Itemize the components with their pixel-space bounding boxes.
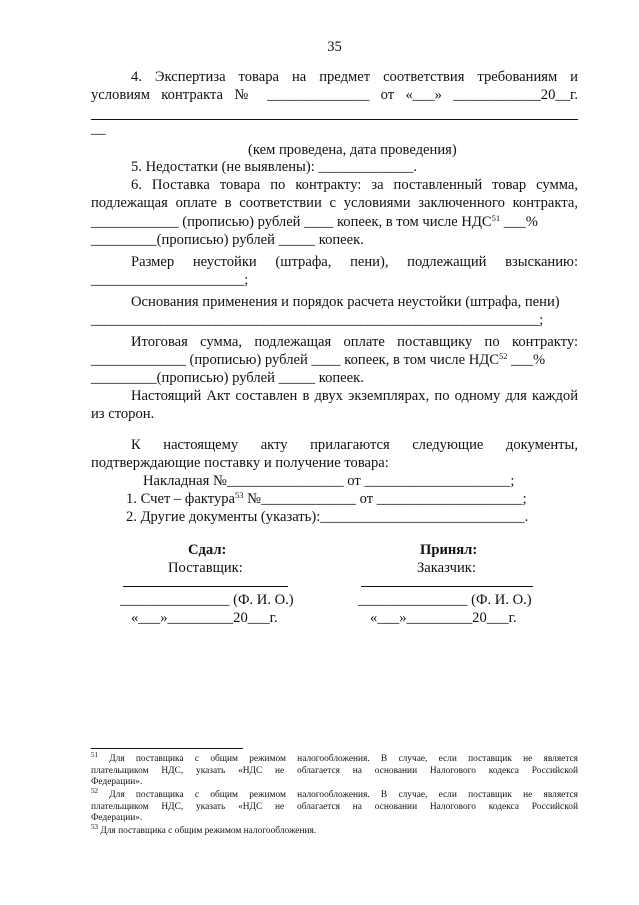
item4-line1: 4. Экспертиза товара на предмет соответствия требованиям и [131, 69, 578, 85]
supplier-fio: _______________ (Ф. И. О.) [120, 592, 294, 608]
footnote-ref-51: 51 [491, 213, 501, 223]
item4-line4: __ [91, 121, 106, 137]
footnote-51-number: 51 [91, 751, 98, 759]
supplier-role: Поставщик: [168, 560, 243, 576]
footnote-52-number: 52 [91, 787, 98, 795]
copies-line2: из сторон. [91, 406, 155, 422]
attach-invoice-text: 1. Счет – фактура [126, 491, 236, 507]
footnote-51-line2: плательщиком НДС, указать «НДС не облагается на основании Налогового кодекса Российской [91, 765, 578, 776]
penalty-line2: _____________________; [91, 272, 249, 288]
supplier-date: «___»_________20___г. [131, 610, 278, 626]
footnote-separator [91, 748, 243, 749]
attach-invoice-number: №_____________ от ____________________; [243, 491, 527, 507]
footnote-53-text: Для поставщика с общим режимом налогообложения. [100, 826, 317, 836]
item6-line4: _________(прописью) рублей _____ копеек. [91, 232, 364, 248]
attach-line1: К настоящему акту прилагаются следующие документы, [131, 437, 578, 453]
total-line2-text: _____________ (прописью) рублей ____ копеек, в том числе НДС [91, 352, 499, 368]
total-line2 [91, 351, 578, 369]
footnote-52-line3: Федерации». [91, 813, 143, 823]
item6-line2: подлежащая оплате в соответствии с условиями заключенного контракта, [91, 195, 578, 211]
footnote-53-line1 [91, 823, 578, 838]
footnote-ref-53: 53 [235, 490, 244, 500]
footnote-51-text: Для поставщика с общим режимом налогообложения. В случае, если поставщик не является [109, 754, 578, 764]
item4-line2: условиям контракта № ______________ от «___» ____________20__г. [91, 87, 578, 103]
item6-line3 [91, 213, 578, 231]
item6-line1: 6. Поставка товара по контракту: за поставленный товар сумма, [131, 177, 578, 193]
footnote-ref-52: 52 [498, 351, 508, 361]
item5-shortcomings: 5. Недостатки (не выявлены): _____________. [131, 159, 417, 175]
footnote-51-line3: Федерации». [91, 777, 143, 787]
page-number: 35 [327, 39, 342, 55]
footnote-52-text: Для поставщика с общим режимом налогообложения. В случае, если поставщик не является [109, 790, 578, 800]
attach-line2: подтверждающие поставку и получение товара: [91, 455, 389, 471]
footnote-52-line2: плательщиком НДС, указать «НДС не облагается на основании Налогового кодекса Российской [91, 801, 578, 812]
attach-waybill: Накладная №________________ от ____________________; [143, 473, 515, 489]
attach-other: 2. Другие документы (указать):____________________________. [126, 509, 529, 525]
accepted-title: Принял: [420, 542, 478, 558]
item6-line3-vat: ___% [500, 214, 538, 230]
footnote-53-number: 53 [91, 823, 98, 831]
footnote-52-line1 [91, 787, 578, 802]
supplier-signature-rule [123, 586, 288, 587]
copies-line1: Настоящий Акт составлен в двух экземплярах, по одному для каждой [131, 388, 578, 404]
basis-line1: Основания применения и порядок расчета неустойки (штрафа, пени) [131, 294, 560, 310]
customer-signature-rule [361, 586, 533, 587]
footnote-51-line1 [91, 751, 578, 766]
total-line3: _________(прописью) рублей _____ копеек. [91, 370, 364, 386]
customer-fio: _______________ (Ф. И. О.) [358, 592, 532, 608]
basis-line2: _________________________________________________________________; [91, 312, 543, 328]
item6-line3-text: ____________ (прописью) рублей ____ копеек, в том числе НДС [91, 214, 492, 230]
total-line1: Итоговая сумма, подлежащая оплате поставщику по контракту: [131, 334, 578, 350]
delivered-title: Сдал: [188, 542, 227, 558]
item4-caption: (кем проведена, дата проведения) [248, 142, 457, 158]
penalty-line1: Размер неустойки (штрафа, пени), подлежащий взысканию: [131, 254, 578, 270]
customer-date: «___»_________20___г. [370, 610, 517, 626]
customer-role: Заказчик: [417, 560, 476, 576]
attach-invoice [126, 490, 578, 508]
total-line2-vat: ___% [507, 352, 546, 368]
